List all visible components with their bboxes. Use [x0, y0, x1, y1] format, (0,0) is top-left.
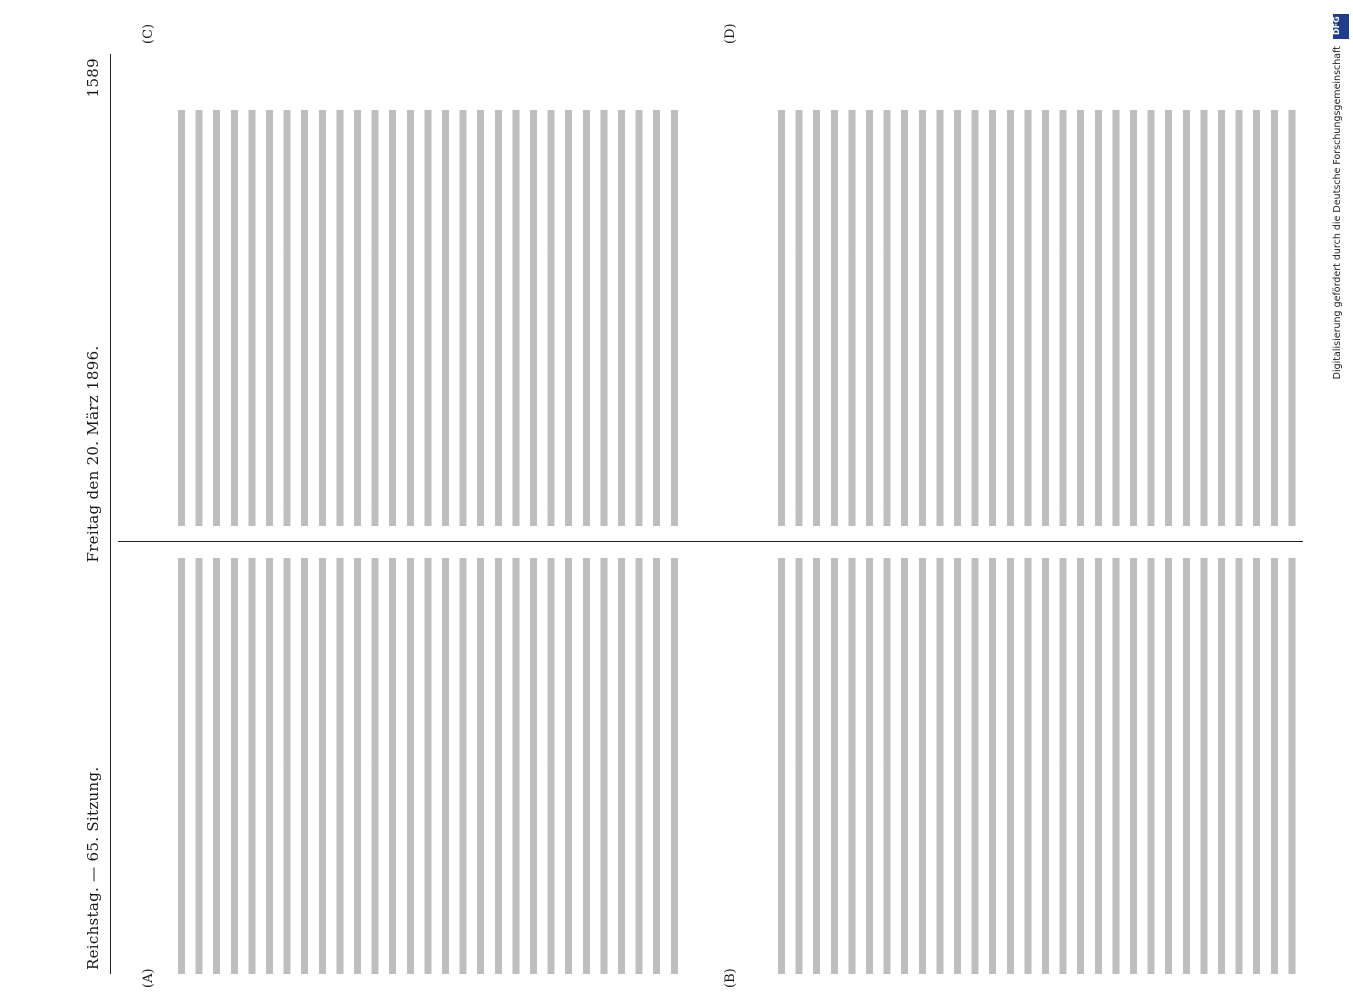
- dfg-logo: DFG: [1333, 14, 1349, 39]
- printed-page: [78, 23, 1303, 988]
- text-texture: [778, 110, 1303, 526]
- left-column: [118, 558, 1303, 988]
- margin-letter-c: (C): [141, 23, 156, 44]
- digitization-strip: [1330, 6, 1350, 996]
- running-head: [78, 54, 106, 974]
- text-texture: [178, 558, 678, 974]
- right-column-lower-text: [718, 110, 1303, 526]
- running-head-date: Freitag den 20. März 1896.: [84, 345, 102, 563]
- left-column-lower-text: [718, 558, 1303, 974]
- margin-letter-d: (D): [723, 23, 738, 44]
- right-column: [118, 23, 1303, 526]
- margin-letter-a: (A): [141, 968, 156, 988]
- right-column-upper-text: [118, 110, 678, 526]
- header-rule: [110, 54, 111, 974]
- text-texture: [778, 558, 1303, 974]
- margin-letter-b: (B): [723, 968, 738, 988]
- column-divider: [118, 541, 1303, 542]
- text-texture: [178, 110, 678, 526]
- page-number: 1589: [84, 58, 102, 98]
- running-head-left: Reichstag. — 65. Sitzung.: [84, 766, 102, 970]
- digitization-credit: Digitalisierung gefördert durch die Deutsche Forschungsgemeinschaft: [1332, 46, 1343, 380]
- left-column-upper-text: [118, 558, 678, 974]
